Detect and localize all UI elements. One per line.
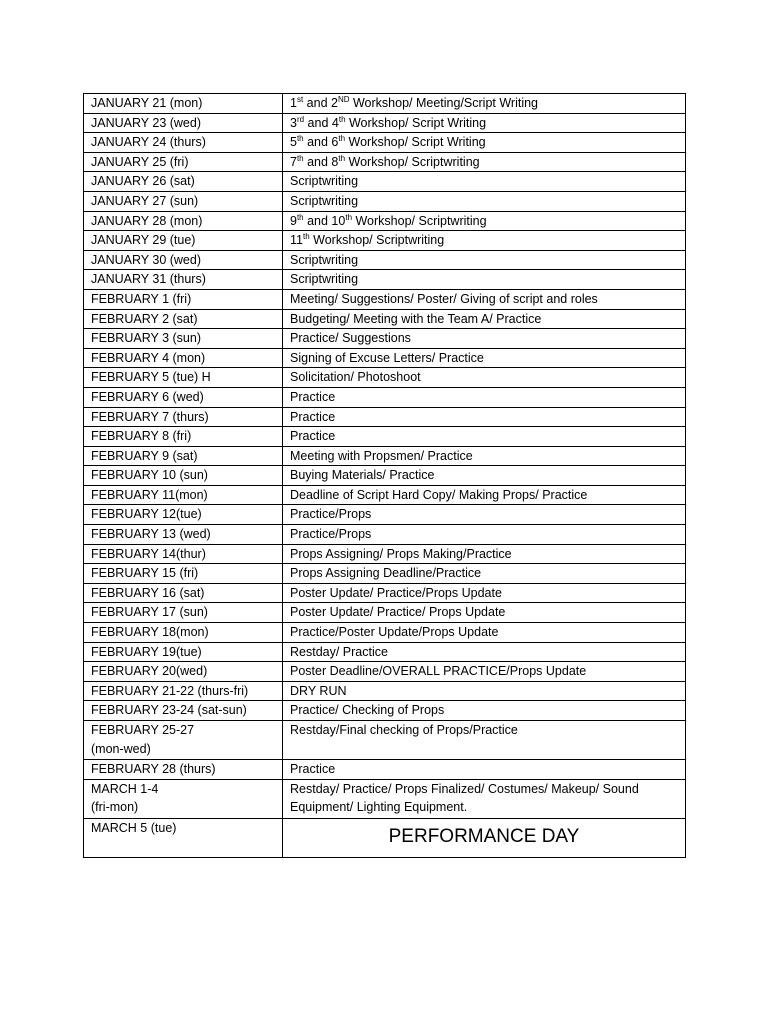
activity-text: 11	[290, 233, 303, 248]
activity-text: DRY RUN	[290, 683, 347, 698]
activity-cell	[283, 485, 686, 505]
date-cell: JANUARY 26 (sat)	[84, 172, 283, 192]
activity-text: Meeting/ Suggestions/ Poster/ Giving of script and roles	[290, 291, 598, 306]
table-row	[84, 779, 686, 818]
activity-cell	[283, 446, 686, 466]
date-cell: JANUARY 21 (mon)	[84, 94, 283, 114]
activity-cell	[283, 94, 686, 114]
activity-text: Restday/ Practice	[290, 644, 388, 659]
activity-text: Budgeting/ Meeting with the Team A/ Practice	[290, 311, 542, 326]
activity-text: and 4	[304, 115, 339, 130]
table-row	[84, 564, 686, 584]
table-row	[84, 94, 686, 114]
table-row	[84, 701, 686, 721]
activity-cell	[283, 603, 686, 623]
activity-cell	[283, 368, 686, 388]
date-cell: FEBRUARY 5 (tue) H	[84, 368, 283, 388]
activity-text: Workshop/ Scriptwriting	[345, 154, 480, 169]
activity-text: Workshop/ Scriptwriting	[352, 213, 487, 228]
activity-cell	[283, 427, 686, 447]
ordinal-suffix: rd	[296, 114, 305, 124]
date-cell: MARCH 1-4 (fri-mon)	[84, 779, 283, 818]
date-cell: FEBRUARY 19(tue)	[84, 642, 283, 662]
table-row	[84, 387, 686, 407]
activity-cell	[283, 231, 686, 251]
activity-text: Restday/ Practice/ Props Finalized/ Costumes/ Makeup/ Sound Equipment/ Lighting Equipment.	[290, 781, 639, 815]
activity-text: Props Assigning/ Props Making/Practice	[290, 546, 512, 561]
date-cell: FEBRUARY 14(thur)	[84, 544, 283, 564]
date-cell: FEBRUARY 8 (fri)	[84, 427, 283, 447]
date-cell: FEBRUARY 18(mon)	[84, 623, 283, 643]
table-row	[84, 113, 686, 133]
activity-text: Workshop/ Script Writing	[345, 135, 486, 150]
table-row	[84, 642, 686, 662]
activity-cell	[283, 701, 686, 721]
date-cell: FEBRUARY 16 (sat)	[84, 583, 283, 603]
ordinal-suffix: th	[296, 153, 304, 163]
activity-text: Practice/Poster Update/Props Update	[290, 625, 499, 640]
table-row	[84, 250, 686, 270]
ordinal-suffix: th	[345, 212, 353, 222]
table-row	[84, 191, 686, 211]
table-row	[84, 231, 686, 251]
date-cell: FEBRUARY 6 (wed)	[84, 387, 283, 407]
ordinal-suffix: th	[296, 134, 304, 144]
schedule-table	[83, 93, 686, 858]
table-row	[84, 818, 686, 857]
date-cell: MARCH 5 (tue)	[84, 818, 283, 857]
date-cell: FEBRUARY 23-24 (sat-sun)	[84, 701, 283, 721]
activity-text: Workshop/ Meeting/Script Writing	[349, 96, 539, 110]
ordinal-suffix: th	[338, 153, 346, 163]
table-row	[84, 544, 686, 564]
activity-cell	[283, 681, 686, 701]
activity-text: 9	[290, 213, 297, 228]
table-row	[84, 603, 686, 623]
date-cell: FEBRUARY 3 (sun)	[84, 329, 283, 349]
activity-text: 3	[290, 115, 297, 130]
table-row	[84, 348, 686, 368]
activity-text: Scriptwriting	[290, 252, 359, 267]
table-row	[84, 681, 686, 701]
activity-text: 5	[290, 135, 297, 150]
table-row	[84, 289, 686, 309]
date-cell: FEBRUARY 21-22 (thurs-fri)	[84, 681, 283, 701]
activity-text: Solicitation/ Photoshoot	[290, 370, 421, 385]
table-row	[84, 368, 686, 388]
table-row	[84, 623, 686, 643]
schedule-body	[84, 94, 686, 858]
activity-text: Practice	[290, 389, 336, 404]
activity-cell	[283, 407, 686, 427]
activity-text: Practice	[290, 409, 336, 424]
table-row	[84, 270, 686, 290]
activity-cell	[283, 583, 686, 603]
date-cell: FEBRUARY 2 (sat)	[84, 309, 283, 329]
activity-text: Signing of Excuse Letters/ Practice	[290, 350, 484, 365]
activity-text: Scriptwriting	[290, 272, 359, 287]
table-row	[84, 309, 686, 329]
table-row	[84, 505, 686, 525]
activity-cell	[283, 564, 686, 584]
activity-cell	[283, 270, 686, 290]
table-row	[84, 583, 686, 603]
activity-text: Poster Deadline/OVERALL PRACTICE/Props Update	[290, 664, 587, 679]
activity-cell	[283, 387, 686, 407]
activity-cell	[283, 348, 686, 368]
table-row	[84, 760, 686, 780]
activity-text: Practice	[290, 762, 336, 776]
table-row	[84, 407, 686, 427]
activity-cell	[283, 289, 686, 309]
date-cell: FEBRUARY 28 (thurs)	[84, 760, 283, 780]
activity-text: Practice/ Suggestions	[290, 331, 411, 346]
table-row	[84, 329, 686, 349]
date-cell: FEBRUARY 11(mon)	[84, 485, 283, 505]
activity-text: Poster Update/ Practice/ Props Update	[290, 605, 506, 620]
activity-cell	[283, 721, 686, 760]
activity-cell	[283, 466, 686, 486]
activity-cell	[283, 191, 686, 211]
activity-cell	[283, 505, 686, 525]
table-row	[84, 172, 686, 192]
table-row	[84, 662, 686, 682]
date-cell: JANUARY 23 (wed)	[84, 113, 283, 133]
activity-text: 1	[290, 96, 297, 110]
activity-cell	[283, 329, 686, 349]
activity-text: Practice	[290, 429, 336, 444]
activity-cell	[283, 113, 686, 133]
date-cell: JANUARY 27 (sun)	[84, 191, 283, 211]
table-row	[84, 525, 686, 545]
activity-text: Scriptwriting	[290, 193, 359, 208]
activity-cell	[283, 662, 686, 682]
activity-cell	[283, 623, 686, 643]
activity-text: Workshop/ Script Writing	[345, 115, 487, 130]
ordinal-suffix: th	[338, 114, 346, 124]
activity-text: 7	[290, 154, 297, 169]
date-cell: JANUARY 24 (thurs)	[84, 133, 283, 153]
activity-text: Buying Materials/ Practice	[290, 468, 435, 483]
date-cell: FEBRUARY 1 (fri)	[84, 289, 283, 309]
activity-text: Practice/Props	[290, 507, 372, 522]
table-row	[84, 133, 686, 153]
activity-text: and 8	[303, 154, 339, 169]
ordinal-suffix: th	[296, 212, 304, 222]
activity-cell	[283, 818, 686, 857]
activity-text: Practice/Props	[290, 527, 372, 542]
date-cell: JANUARY 30 (wed)	[84, 250, 283, 270]
activity-text: and 6	[303, 135, 339, 150]
activity-cell	[283, 760, 686, 780]
table-row	[84, 485, 686, 505]
ordinal-suffix: th	[338, 134, 346, 144]
table-row	[84, 211, 686, 231]
activity-cell	[283, 309, 686, 329]
table-row	[84, 721, 686, 760]
date-cell: JANUARY 29 (tue)	[84, 231, 283, 251]
activity-text: Poster Update/ Practice/Props Update	[290, 585, 502, 600]
activity-text: Restday/Final checking of Props/Practice	[290, 723, 518, 737]
activity-text: and 2	[303, 96, 338, 110]
date-cell: JANUARY 25 (fri)	[84, 152, 283, 172]
date-cell: FEBRUARY 20(wed)	[84, 662, 283, 682]
activity-cell	[283, 133, 686, 153]
activity-text: Meeting with Propsmen/ Practice	[290, 448, 473, 463]
table-row	[84, 446, 686, 466]
ordinal-suffix: ND	[337, 94, 350, 104]
date-cell: FEBRUARY 15 (fri)	[84, 564, 283, 584]
activity-cell	[283, 250, 686, 270]
activity-text: Scriptwriting	[290, 174, 359, 189]
date-cell: FEBRUARY 12(tue)	[84, 505, 283, 525]
date-cell: FEBRUARY 4 (mon)	[84, 348, 283, 368]
date-cell: FEBRUARY 10 (sun)	[84, 466, 283, 486]
activity-cell	[283, 779, 686, 818]
date-cell: JANUARY 28 (mon)	[84, 211, 283, 231]
activity-cell	[283, 525, 686, 545]
activity-cell	[283, 152, 686, 172]
activity-cell	[283, 172, 686, 192]
ordinal-suffix: st	[296, 94, 304, 104]
activity-cell	[283, 211, 686, 231]
activity-text: PERFORMANCE DAY	[388, 826, 580, 848]
date-cell: JANUARY 31 (thurs)	[84, 270, 283, 290]
date-cell: FEBRUARY 25-27 (mon-wed)	[84, 721, 283, 760]
date-cell: FEBRUARY 9 (sat)	[84, 446, 283, 466]
date-cell: FEBRUARY 17 (sun)	[84, 603, 283, 623]
activity-cell	[283, 544, 686, 564]
activity-text: and 10	[303, 213, 346, 228]
ordinal-suffix: th	[302, 232, 310, 241]
table-row	[84, 466, 686, 486]
date-cell: FEBRUARY 13 (wed)	[84, 525, 283, 545]
activity-text: Workshop/ Scriptwriting	[309, 233, 445, 248]
activity-text: Props Assigning Deadline/Practice	[290, 566, 482, 581]
activity-text: Deadline of Script Hard Copy/ Making Props/ Practice	[290, 487, 588, 502]
table-row	[84, 427, 686, 447]
activity-cell	[283, 642, 686, 662]
activity-text: Practice/ Checking of Props	[290, 703, 445, 718]
date-cell: FEBRUARY 7 (thurs)	[84, 407, 283, 427]
table-row	[84, 152, 686, 172]
